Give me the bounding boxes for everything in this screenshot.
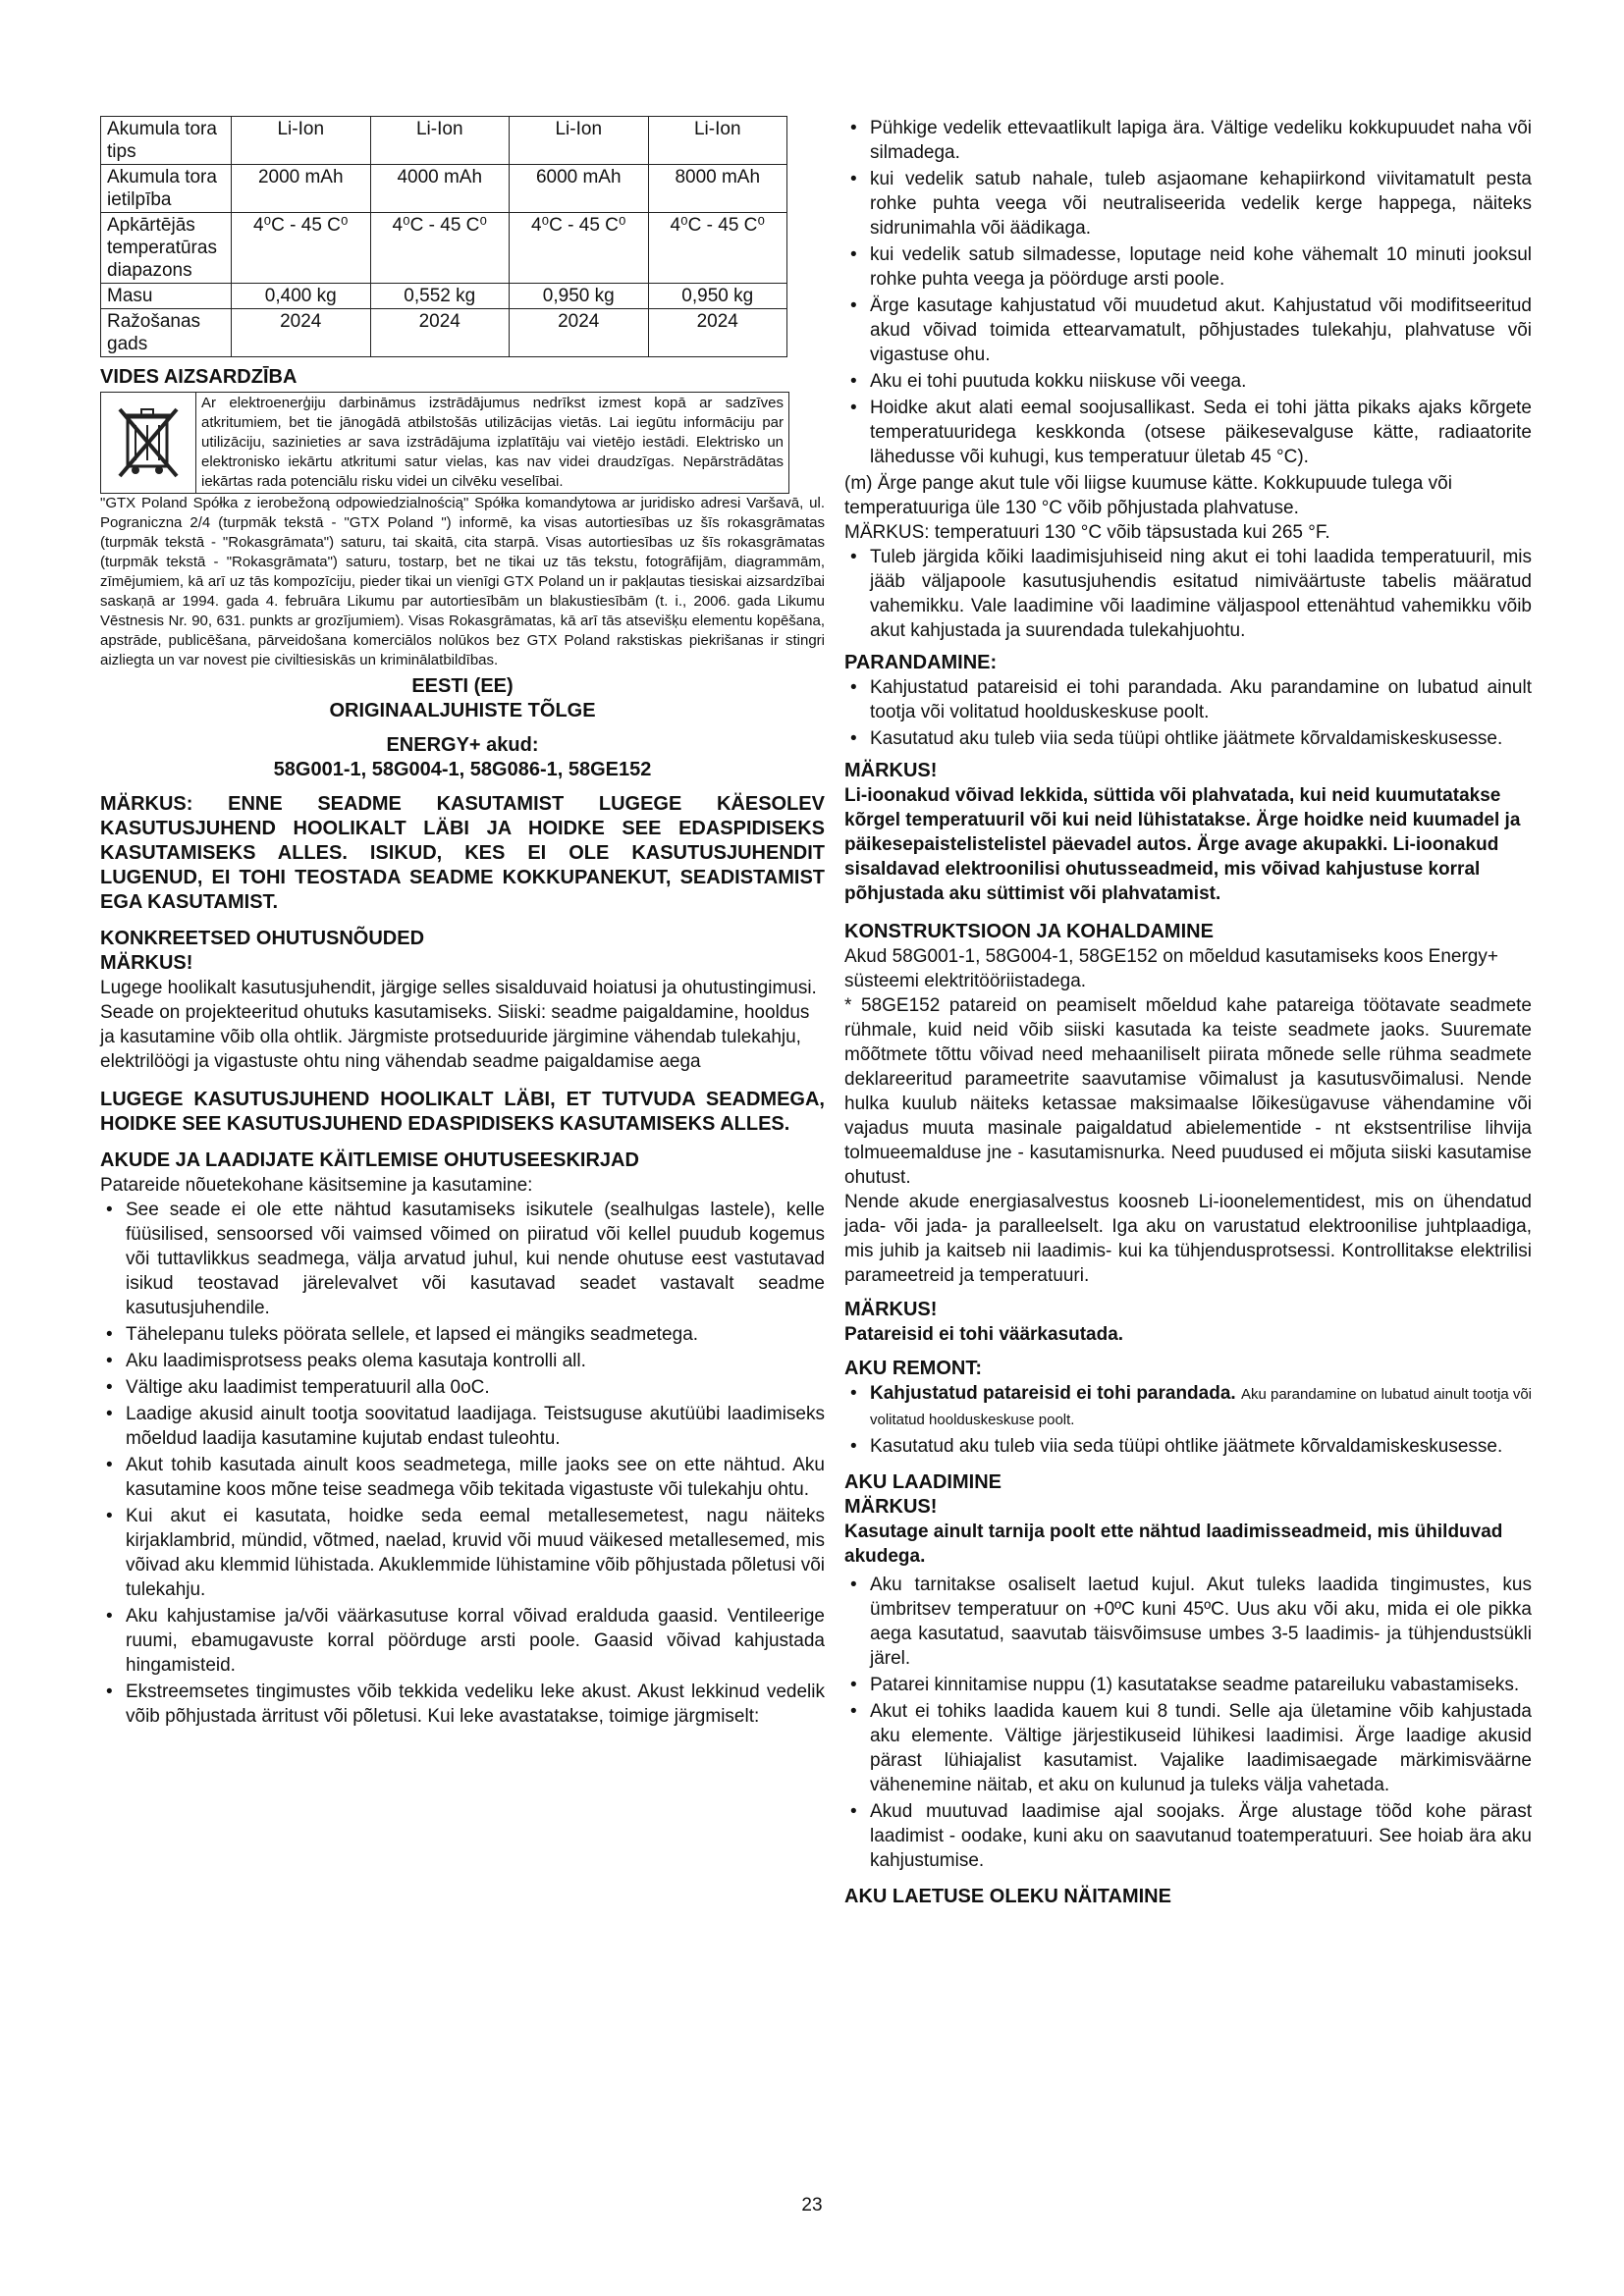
- list-item: • Laadige akusid ainult tootja soovitatud laadijaga. Teistsuguse akutüübi laadimiseks mõeldud laadija kasutamine kujutab endast tuleohtu.: [100, 1402, 825, 1451]
- specific-heading: KONKREETSED OHUTUSNÕUDED: [100, 928, 425, 949]
- spec-value: 6000 mAh: [510, 165, 649, 213]
- spec-value: 4⁰C - 45 C⁰: [232, 213, 371, 284]
- liion-text: Li-ioonakud võivad lekkida, süttida või plahvatada, kui neid kuumutatakse kõrgel temperatuuril või kui neid lühistatakse. Ärge hoidke neid kuumadel ja päikesepaistelistelistel päevadel autos. Ärge avage akupakki. Li-ioonakud sisaldavad elektroonilisi ohutusseadmeid, mis võivad kahjustuse korral põhjustada aku süttimist või plahvatamist.: [844, 785, 1521, 904]
- spec-value: 2024: [648, 309, 787, 357]
- spec-value: 2024: [510, 309, 649, 357]
- read-notice: LUGEGE KASUTUSJUHEND HOOLIKALT LÄBI, ET TUTVUDA SEADMEGA, HOIDKE SEE KASUTUSJUHEND EDASPIDISEKS KASUTAMISEKS ALLES.: [100, 1089, 825, 1135]
- spec-value: 8000 mAh: [648, 165, 787, 213]
- env-heading: VIDES AIZSARDZĪBA: [100, 366, 298, 388]
- list-item: • Kasutatud aku tuleb viia seda tüüpi ohtlike jäätmete kõrvaldamiskeskusesse.: [844, 726, 1532, 751]
- list-item: • Aku tarnitakse osaliselt laetud kujul. Akut tuleks laadida tingimustes, kus ümbritsev temperatuur on +0ºC kuni 45ºC. Uus aku või aku, mida ei ole pikka aega kasutatud, saavutab täisvõimsuse umbes 3-5 laadimis- ja tühjendustsükli järel.: [844, 1573, 1532, 1671]
- env-text: Ar elektroenerģiju darbināmus izstrādājumus nedrīkst izmest kopā ar sadzīves atkritumiem, bet tie jānogādā atbilstošās utilizācijas vietās. Lai iegūtu informāciju par utilizāciju, sazinieties ar sava izstrādājuma izplatītāju vai vietējo iestādi. Elektrisko un elektronisko iekārtu atkritumi satur vielas, kas nav videi draudzīgas. Nepārstrādātas iekārtas rada potenciālu risku videi un cilvēku veselībai.: [201, 395, 784, 490]
- list-item: • Ärge kasutage kahjustatud või muudetud akut. Kahjustatud või modifitseeritud akud võivad toimida ettearvamatult, põhjustades tulekahju, plahvatuse või vigastuse ohu.: [844, 294, 1532, 367]
- construction-p3: Nende akude energiasalvestus koosneb Li-ioonelementidest, mis on ühendatud jada- või jada- ja paralleelselt. Iga aku on varustatud elektroonilise juhtplaadiga, mis juhib ja kaitseb nii laadimis- kui ka tühjendusprotsessi. Kontrollitakse elektrilisi parameetreid ja temperatuuri.: [844, 1192, 1532, 1286]
- spec-value: 4⁰C - 45 C⁰: [370, 213, 510, 284]
- env-box: [100, 392, 789, 494]
- notice-text: MÄRKUS: ENNE SEADME KASUTAMIST LUGEGE KÄESOLEV KASUTUSJUHEND HOOLIKALT LÄBI JA HOIDKE SEE EDASPIDISEKS KASUTAMISEKS ALLES. ISIKUD, KES EI OLE KASUTUSJUHENDIT LUGENUD, EI TOHI TEOSTADA SEADME KOKKUPANEKUT, SEADISTAMIST EGA KASUTAMIST.: [100, 793, 825, 913]
- handling-intro: Patareide nõuetekohane käsitsemine ja kasutamine:: [100, 1175, 533, 1196]
- spec-value: 4⁰C - 45 C⁰: [648, 213, 787, 284]
- spec-label: Ražošanas gads: [101, 309, 232, 357]
- specific-text: Lugege hoolikalt kasutusjuhendit, järgige selles sisalduvaid hoiatusi ja ohutustingimusi. Seade on projekteeritud ohutuks kasutamiseks. Siiski: seadme paigaldamine, hooldus ja kasutamine võib olla ohtlik. Järgmiste protseduuride järgimine vähendab tulekahju, elektrilöögi ja vigastuste ohtu ning vähendab seadme paigaldamise aega: [100, 978, 817, 1072]
- list-item: • Hoidke akut alati eemal soojusallikast. Seda ei tohi jätta pikaks ajaks kõrgete temperatuuridega keskkonda (otsese päikesevalguse kätte, radiaatorite lähedusse või kuhugi, kus temperatuur ületab 45 °C).: [844, 396, 1532, 469]
- list-item: • Akud muutuvad laadimise ajal soojaks. Ärge alustage töõd kohe pärast laadimist - oodake, kuni aku on saavutanud toatemperatuuri. See hoiab ära aku kahjustumise.: [844, 1799, 1532, 1873]
- list-item: • Akut ei tohiks laadida kauem kui 8 tundi. Selle aja ületamine võib kahjustada aku elemente. Vältige järjestikuseid lühikesi laadimisi. Ärge laadige akusid pärast lühiajalist kasutamist. Vajalike laadimisaegade märkimisväärne vähenemine näitab, et aku on kulunud ja tuleks välja vahetada.: [844, 1699, 1532, 1797]
- product-title: ENERGY+ akud:: [386, 734, 539, 756]
- charging-markus: MÄRKUS!: [844, 1496, 938, 1518]
- spec-value: 2000 mAh: [232, 165, 371, 213]
- list-item: • Aku laadimisprotsess peaks olema kasutaja kontrolli all.: [100, 1349, 825, 1373]
- spec-row: [101, 284, 787, 309]
- aku-remont-heading: AKU REMONT:: [844, 1358, 982, 1379]
- list-item: • Aku ei tohi puutuda kokku niiskuse või veega.: [844, 369, 1532, 394]
- handling-heading: AKUDE JA LAADIJATE KÄITLEMISE OHUTUSEESKIRJAD: [100, 1149, 639, 1171]
- spec-value: Li-Ion: [232, 117, 371, 165]
- charging-rule-list: [844, 545, 1532, 643]
- remont-bold: Kahjustatud patareisid ei tohi parandada.: [870, 1383, 1236, 1404]
- temp-note: MÄRKUS: temperatuuri 130 °C võib täpsustada kui 265 °F.: [844, 522, 1330, 543]
- spec-value: 0,400 kg: [232, 284, 371, 309]
- spec-label: Akumula tora ietilpība: [101, 165, 232, 213]
- charging-bold: Kasutage ainult tarnija poolt ette nähtud laadimisseadmeid, mis ühilduvad akudega.: [844, 1522, 1503, 1567]
- spec-value: 2024: [232, 309, 371, 357]
- list-item: • See seade ei ole ette nähtud kasutamiseks isikutele (sealhulgas lastele), kelle füüsilised, sensoorsed või vaimsed võimed on piiratud või kellel puudub kogemus või tuttavlikkus seadmega, välja arvatud juhul, kui nende ohutuse eest vastutavad isikud teostavad järelevalvet või kasutavad seadet vastavalt seadme kasutusjuhendile.: [100, 1198, 825, 1320]
- construction-p1: Akud 58G001-1, 58G004-1, 58GE152 on mõeldud kasutamiseks koos Energy+ süsteemi elektritööriistadega.: [844, 946, 1498, 991]
- charging-list: [844, 1573, 1532, 1873]
- page-number: 23: [801, 2195, 823, 2216]
- list-item: • kui vedelik satub silmadesse, loputage neid kohe vähemalt 10 minuti jooksul rohke puhta veega ja pöörduge arsti poole.: [844, 242, 1532, 292]
- spec-label: Masu: [101, 284, 232, 309]
- spec-value: 2024: [370, 309, 510, 357]
- list-item: • Pühkige vedelik ettevaatlikult lapiga ära. Vältige vedeliku kokkupuudet naha või silmadega.: [844, 116, 1532, 165]
- status-heading: AKU LAETUSE OLEKU NÄITAMINE: [844, 1886, 1171, 1907]
- list-item: • Patarei kinnitamise nuppu (1) kasutatakse seadme patareiluku vabastamiseks.: [844, 1673, 1532, 1697]
- crossed-bin-icon: [101, 393, 196, 493]
- list-item: • Akut tohib kasutada ainult koos seadmetega, mille jaoks see on ette nähtud. Aku kasutamine koos mõne teise seadmega võib tekitada vigastuste või tulekahju ohtu.: [100, 1453, 825, 1502]
- construction-heading: KONSTRUKTSIOON JA KOHALDAMINE: [844, 921, 1214, 942]
- spec-label: Apkārtējās temperatūras diapazons: [101, 213, 232, 284]
- markus-label: MÄRKUS!: [100, 952, 193, 974]
- remont-text: Kasutatud aku tuleb viia seda tüüpi ohtlike jäätmete kõrvaldamiskeskusesse.: [870, 1436, 1503, 1457]
- left-column: [100, 116, 825, 1731]
- remont-text: Aku parandamine on lubatud ainult tootja või volitatud hoolduskeskuse poolt.: [870, 1386, 1533, 1428]
- list-item: • Kui akut ei kasutata, hoidke seda eemal metallesemetest, nagu näiteks kirjaklambrid, mündid, võtmed, naelad, kruvid või muud väikesed metallesemed, mis võivad aku klemmid lühistada. Akuklemmide lühistamine võib põhjustada põletusi või tulekahju.: [100, 1504, 825, 1602]
- spec-row: [101, 117, 787, 165]
- list-item: • Vältige aku laadimist temperatuuril alla 0oC.: [100, 1375, 825, 1400]
- spec-table: [100, 116, 787, 357]
- lang-heading: EESTI (EE): [411, 675, 514, 697]
- spec-label: Akumula tora tips: [101, 117, 232, 165]
- spec-value: Li-Ion: [510, 117, 649, 165]
- spec-value: 4⁰C - 45 C⁰: [510, 213, 649, 284]
- heat-warning: (m) Ärge pange akut tule või liigse kuumuse kätte. Kokkupuude tulega või temperatuuriga üle 130 °C võib põhjustada plahvatuse.: [844, 473, 1452, 518]
- spec-row: [101, 309, 787, 357]
- remont-list: [844, 1381, 1532, 1459]
- list-item: • Aku kahjustamise ja/või väärkasutuse korral võivad eralduda gaasid. Ventileerige ruumi, ebamugavuste korral pöörduge arsti poole. Gaasid võivad kahjustada hingamisteid.: [100, 1604, 825, 1678]
- list-item: • Tuleb järgida kõiki laadimisjuhiseid ning akut ei tohi laadida temperatuuril, mis jääb väljapoole kasutusjuhendis esitatud nimiväärtuste tabelis määratud vahemikku. Vale laadimine või laadimine väljaspool ettenähtud vahemikku võib akut kahjustada ja suurendada tulekahjuohtu.: [844, 545, 1532, 643]
- markus-label-3: MÄRKUS!: [844, 1299, 938, 1320]
- fluid-list: [844, 116, 1532, 469]
- right-column: [844, 116, 1532, 1909]
- spec-value: 0,950 kg: [510, 284, 649, 309]
- spec-row: [101, 213, 787, 284]
- orig-heading: ORIGINAALJUHISTE TÕLGE: [329, 700, 596, 721]
- spec-value: 0,950 kg: [648, 284, 787, 309]
- spec-value: 0,552 kg: [370, 284, 510, 309]
- list-item: • Ekstreemsetes tingimustes võib tekkida vedeliku leke akust. Akust lekkinud vedelik võib põhjustada ärritust või põletusi. Kui leke avastatakse, toimige järgmiselt:: [100, 1680, 825, 1729]
- model-list: 58G001-1, 58G004-1, 58G086-1, 58GE152: [273, 759, 652, 780]
- copyright-text: "GTX Poland Spółka z ierobežoną odpowiedzialnością" Spółka komandytowa ar juridisko adresi Varšavā, ul. Pograniczna 2/4 (turpmāk tekstā - "GTX Poland ") informē, ka visas autortiesības uz šīs rokasgrāmatas (turpmāk tekstā - "Rokasgrāmata") saturu, tai skaitā, cita starpā. Visas autortiesības uz šīs rokasgrāmatas (turpmāk tekstā - "Rokasgrāmata") saturu, tostarp, bet ne tikai uz tās tekstu, fotogrāfijām, diagrammām, zīmējumiem, kā arī uz tās kompozīciju, pieder tikai un vienīgi GTX Poland un ir pakļautas tiesiskai aizsardzībai saskaņā ar 1994. gada 4. februāra Likumu par autortiesībām un blakustiesībām (t. i., 2006. gada Likumu Vēstnesis Nr. 90, 631. punkts ar grozījumiem). Visas Rokasgrāmatas, kā arī tās atsevišķu elementu kopēšana, apstrāde, publicēšana, pārveidošana komerciālos nolūkos bez GTX Poland rakstiskas piekrišanas ir stingri aizliegta un var novest pie civiltiesiskās un kriminālatbildības.: [100, 495, 825, 668]
- spec-value: 4000 mAh: [370, 165, 510, 213]
- misuse-text: Patareisid ei tohi väärkasutada.: [844, 1324, 1124, 1345]
- list-item: [844, 1434, 1532, 1459]
- list-item: • kui vedelik satub nahale, tuleb asjaomane kehapiirkond viivitamatult pesta rohke puhta veega või neutraliseerida vedelik kerge happega, näiteks sidrunimahla või äädikaga.: [844, 167, 1532, 240]
- handling-list: [100, 1198, 825, 1729]
- repair-list: [844, 675, 1532, 751]
- spec-row: [101, 165, 787, 213]
- spec-value: Li-Ion: [370, 117, 510, 165]
- markus-label-2: MÄRKUS!: [844, 760, 938, 781]
- list-item: [844, 1381, 1532, 1432]
- repair-heading: PARANDAMINE:: [844, 652, 998, 673]
- charging-heading: AKU LAADIMINE: [844, 1471, 1001, 1493]
- list-item: • Kahjustatud patareisid ei tohi parandada. Aku parandamine on lubatud ainult tootja või volitatud hoolduskeskuse poolt.: [844, 675, 1532, 724]
- construction-p2: * 58GE152 patareid on peamiselt mõeldud kahe patareiga töötavate seadmete rühmale, kuid neid võib siiski kasutada ka teiste seadmete jaoks. Suuremate mõõtmete tõttu võivad need mehaaniliselt piirata mõnede selle rühma seadmete deklareeritud parameetrite saavutamise võimalust ja kasutusvõimalusi. Nende hulka kuulub näiteks ketassae maksimaalse lõikesügavuse vähendamine või vajadus muuta masinale paigaldatud abielementide - nt ekstsentrilise lihvija tolmueemalduse jne - kasutamisnurka. Need puudused ei mõjuta siiski kasutamise ohutust.: [844, 995, 1532, 1188]
- spec-value: Li-Ion: [648, 117, 787, 165]
- list-item: • Tähelepanu tuleks pöörata sellele, et lapsed ei mängiks seadmetega.: [100, 1322, 825, 1347]
